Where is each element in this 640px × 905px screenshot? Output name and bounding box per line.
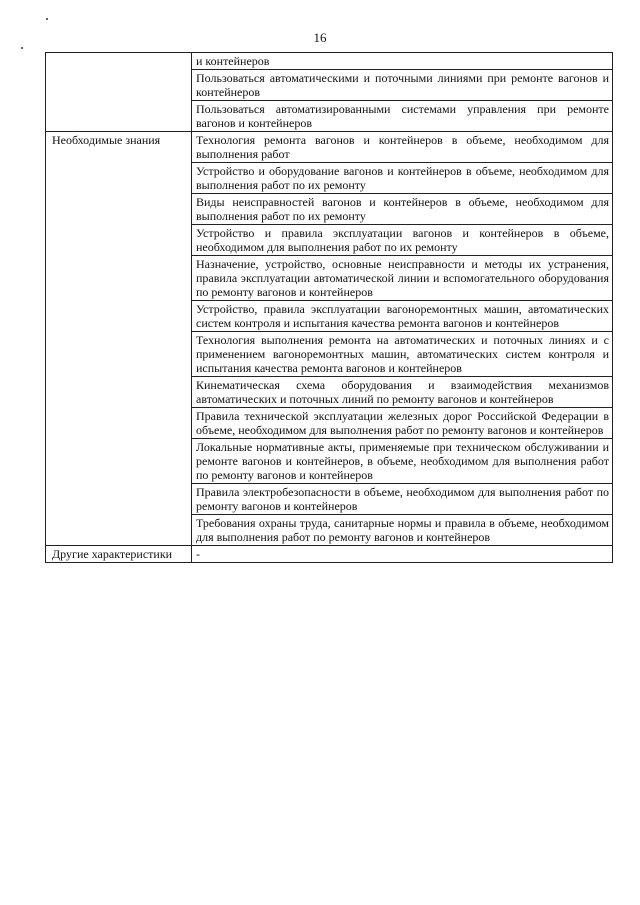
other-label: Другие характеристики [46, 546, 192, 563]
table-cell: Виды неисправностей вагонов и контейнеров в объеме, необходимом для выполнения работ по их ремонту [192, 194, 613, 225]
page-number: 16 [313, 30, 327, 45]
other-value: - [192, 546, 613, 563]
table-cell: Кинематическая схема оборудования и взаимодействия механизмов автоматических и поточных линий по ремонту вагонов и контейнеров [192, 377, 613, 408]
table-cell: Устройство и оборудование вагонов и контейнеров в объеме, необходимом для выполнения работ по их ремонту [192, 163, 613, 194]
table-cell: Правила электробезопасности в объеме, необходимом для выполнения работ по ремонту вагонов и контейнеров [192, 484, 613, 515]
table-cell: Локальные нормативные акты, применяемые при техническом обслуживании и ремонте вагонов и контейнеров, в объеме, необходимом для выполнения работ по ремонту вагонов и контейнеров [192, 439, 613, 484]
table-row [46, 546, 613, 563]
skills-label-cell [46, 53, 192, 132]
scan-mark [46, 18, 48, 20]
knowledge-label: Необходимые знания [46, 132, 192, 546]
table-cell: Устройство и правила эксплуатации вагонов и контейнеров в объеме, необходимом для выполнения работ по их ремонту [192, 225, 613, 256]
table-cell: Назначение, устройство, основные неисправности и методы их устранения, правила эксплуатации автоматической линии и вспомогательного оборудования по ремонту вагонов и контейнеров [192, 256, 613, 301]
table-row [46, 132, 613, 163]
table-cell: и контейнеров [192, 53, 613, 70]
table-cell: Правила технической эксплуатации железных дорог Российской Федерации в объеме, необходимом для выполнения работ по ремонту вагонов и контейнеров [192, 408, 613, 439]
table-row [46, 53, 613, 70]
qualification-table [45, 52, 613, 563]
table-cell: Пользоваться автоматизированными системами управления при ремонте вагонов и контейнеров [192, 101, 613, 132]
table-cell: Устройство, правила эксплуатации вагоноремонтных машин, автоматических систем контроля и испытания качества ремонта вагонов и контейнеров [192, 301, 613, 332]
table-cell: Пользоваться автоматическими и поточными линиями при ремонте вагонов и контейнеров [192, 70, 613, 101]
table-cell: Требования охраны труда, санитарные нормы и правила в объеме, необходимом для выполнения работ по ремонту вагонов и контейнеров [192, 515, 613, 546]
scan-mark [21, 47, 23, 49]
table-cell: Технология выполнения ремонта на автоматических и поточных линиях и с применением вагоноремонтных машин, автоматических систем контроля и испытания качества ремонта вагонов и контейнеров [192, 332, 613, 377]
table-cell: Технология ремонта вагонов и контейнеров в объеме, необходимом для выполнения работ [192, 132, 613, 163]
